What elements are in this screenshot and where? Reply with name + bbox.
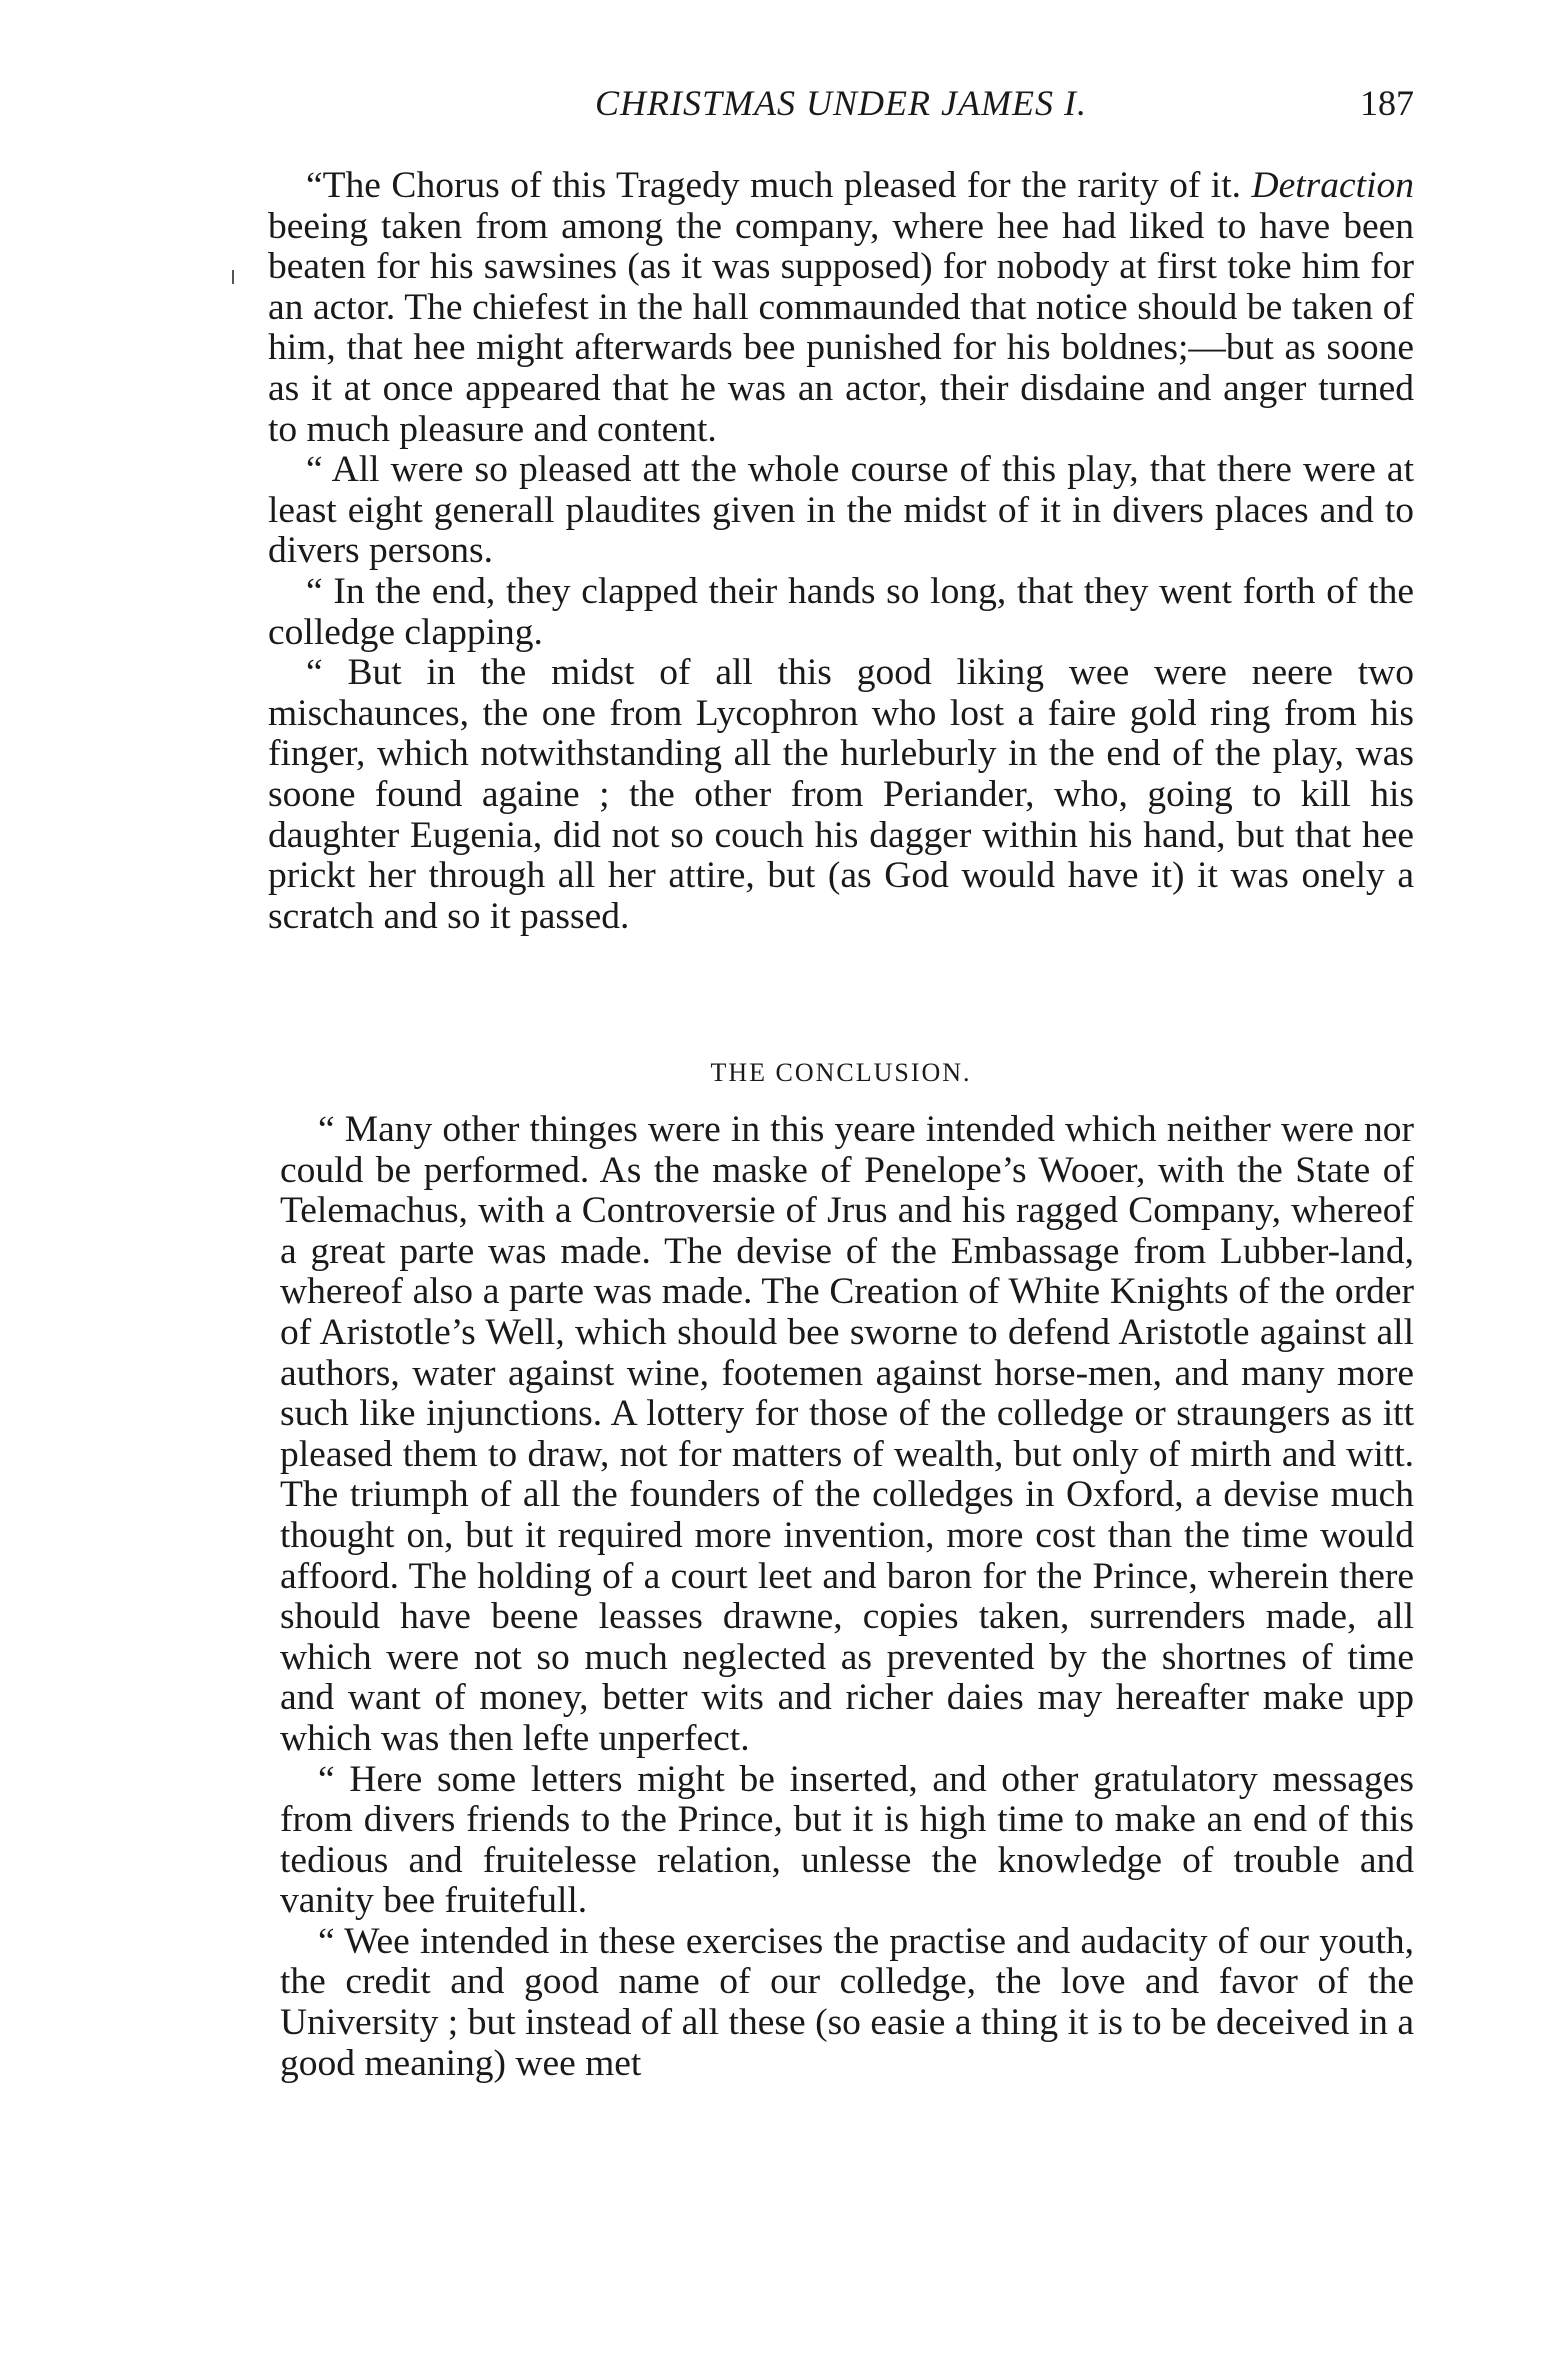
paragraph [268, 166, 1414, 450]
margin-mark [232, 270, 234, 284]
paragraph-text: beeing taken from among the company, where hee had liked to have been beaten for his sawsines (as it was supposed) for nobody at first toke him for an actor. The chiefest in the hall commaunded that notice should be taken of him, that hee might afterwards bee punished for his boldnes;—but as soone as it at once appeared that he was an actor, their disdaine and anger turned to much pleasure and content. [268, 205, 1414, 450]
paragraph: “ Here some letters might be inserted, and other gratulatory messages from divers friends to the Prince, but it is high time to make an end of this tedious and fruitelesse relation, unlesse the knowledge of trouble and vanity bee fruitefull. [280, 1758, 1414, 1922]
page-header [268, 82, 1414, 132]
running-title: CHRISTMAS UNDER JAMES I. [595, 83, 1087, 123]
upper-text-block [268, 166, 1414, 937]
paragraph: “ In the end, they clapped their hands so long, that they went forth of the colledge clapping. [268, 570, 1414, 653]
lower-text-block [280, 1110, 1414, 2084]
paragraph: “ All were so pleased att the whole course of this play, that there were at least eight generall plaudites given in the midst of it in divers places and to divers persons. [268, 449, 1414, 572]
emphasized-word: Detraction [1251, 165, 1414, 206]
paragraph: “ But in the midst of all this good liking wee were neere two mischaunces, the one from Lycophron who lost a faire gold ring from his finger, which notwithstanding all the hurleburly in the end of the play, was soone found againe ; the other from Periander, who, going to kill his daughter Eugenia, did not so couch his dagger within his hand, but that hee prickt her through all her attire, but (as God would have it) it was onely a scratch and so it passed. [268, 652, 1414, 937]
paragraph: “ Wee intended in these exercises the practise and audacity of our youth, the credit and good name of our colledge, the love and favor of the University ; but instead of all these (so easie a thing it is to be deceived in a good meaning) wee met [280, 1920, 1414, 2084]
paragraph-text: “The Chorus of this Tragedy much pleased for the rarity of it. [306, 165, 1252, 206]
paragraph: “ Many other thinges were in this yeare intended which neither were nor could be performed. As the maske of Penelope’s Wooer, with the State of Telemachus, with a Controversie of Jrus and his ragged Company, whereof a great parte was made. The devise of the Embassage from Lubber-land, whereof also a parte was made. The Creation of White Knights of the order of Aristotle’s Well, which should bee sworne to defend Aristotle against all authors, water against wine, footemen against horse-men, and many more such like injunctions. A lottery for those of the colledge or straungers as itt pleased them to draw, not for matters of wealth, but only of mirth and witt. The triumph of all the founders of the colledges in Oxford, a devise much thought on, but it required more invention, more cost than the time would affoord. The holding of a court leet and baron for the Prince, wherein there should have beene leasses drawne, copies taken, surrenders made, all which were not so much neglected as prevented by the shortnes of time and want of money, better wits and richer daies may hereafter make upp which was then lefte unperfect. [280, 1109, 1414, 1759]
section-heading: THE CONCLUSION. [710, 1058, 972, 1087]
page-number: 187 [1360, 83, 1414, 123]
